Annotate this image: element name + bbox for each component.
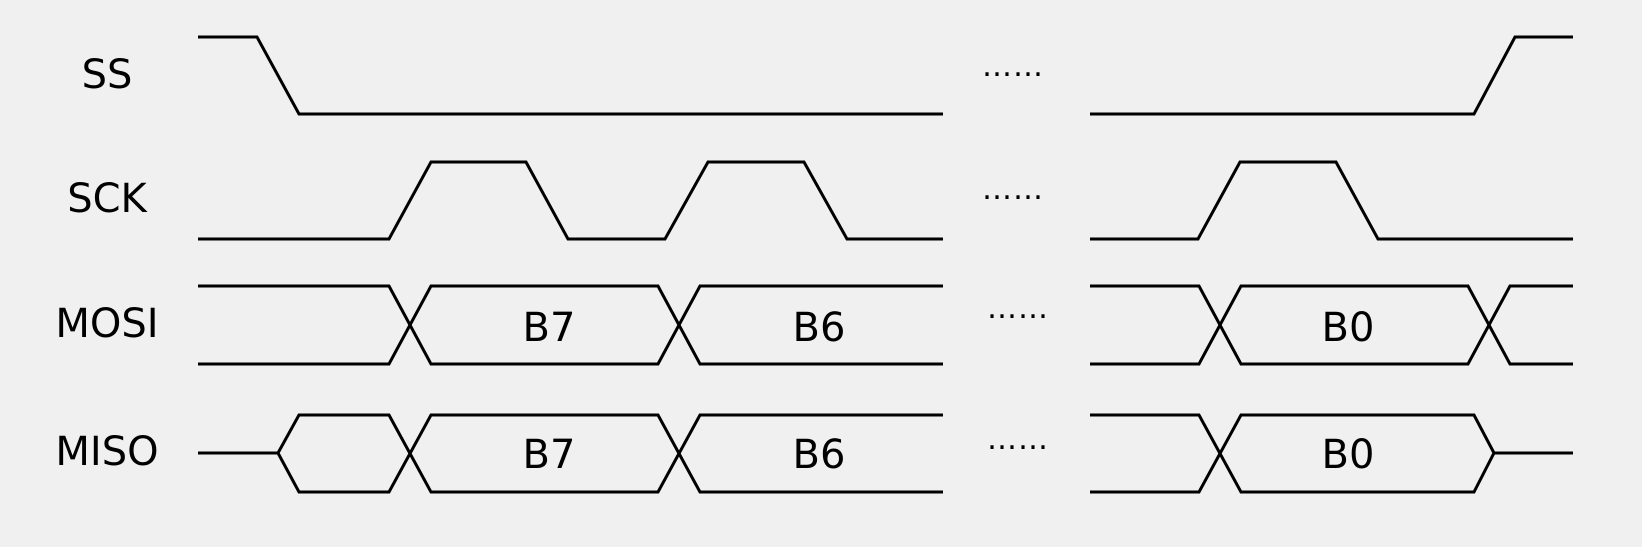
signal-label-miso: MISO bbox=[55, 429, 159, 475]
signal-label-mosi: MOSI bbox=[55, 301, 159, 347]
sck-wave-segment-end bbox=[1090, 162, 1573, 239]
mosi-bit-b0: B0 bbox=[1321, 305, 1375, 351]
miso-bit-b6: B6 bbox=[792, 432, 846, 478]
sck-waveform bbox=[198, 162, 1573, 239]
ss-wave-segment-end bbox=[1090, 37, 1573, 114]
signal-label-sck: SCK bbox=[67, 176, 147, 222]
mosi-bit-b6: B6 bbox=[792, 305, 846, 351]
miso-bus-bottom-end bbox=[1090, 415, 1494, 492]
ellipsis-miso: …… bbox=[987, 422, 1049, 457]
ellipsis-mosi: …… bbox=[987, 291, 1049, 326]
ss-wave-segment-start bbox=[198, 37, 943, 114]
ss-waveform bbox=[198, 37, 1573, 114]
ellipsis-sck: …… bbox=[982, 172, 1044, 207]
sck-wave-segment-start bbox=[198, 162, 943, 239]
miso-bit-b7: B7 bbox=[522, 432, 576, 478]
mosi-bit-b7: B7 bbox=[522, 305, 576, 351]
ellipsis-ss: …… bbox=[982, 49, 1044, 84]
signal-label-ss: SS bbox=[81, 52, 133, 98]
miso-bit-b0: B0 bbox=[1321, 432, 1375, 478]
